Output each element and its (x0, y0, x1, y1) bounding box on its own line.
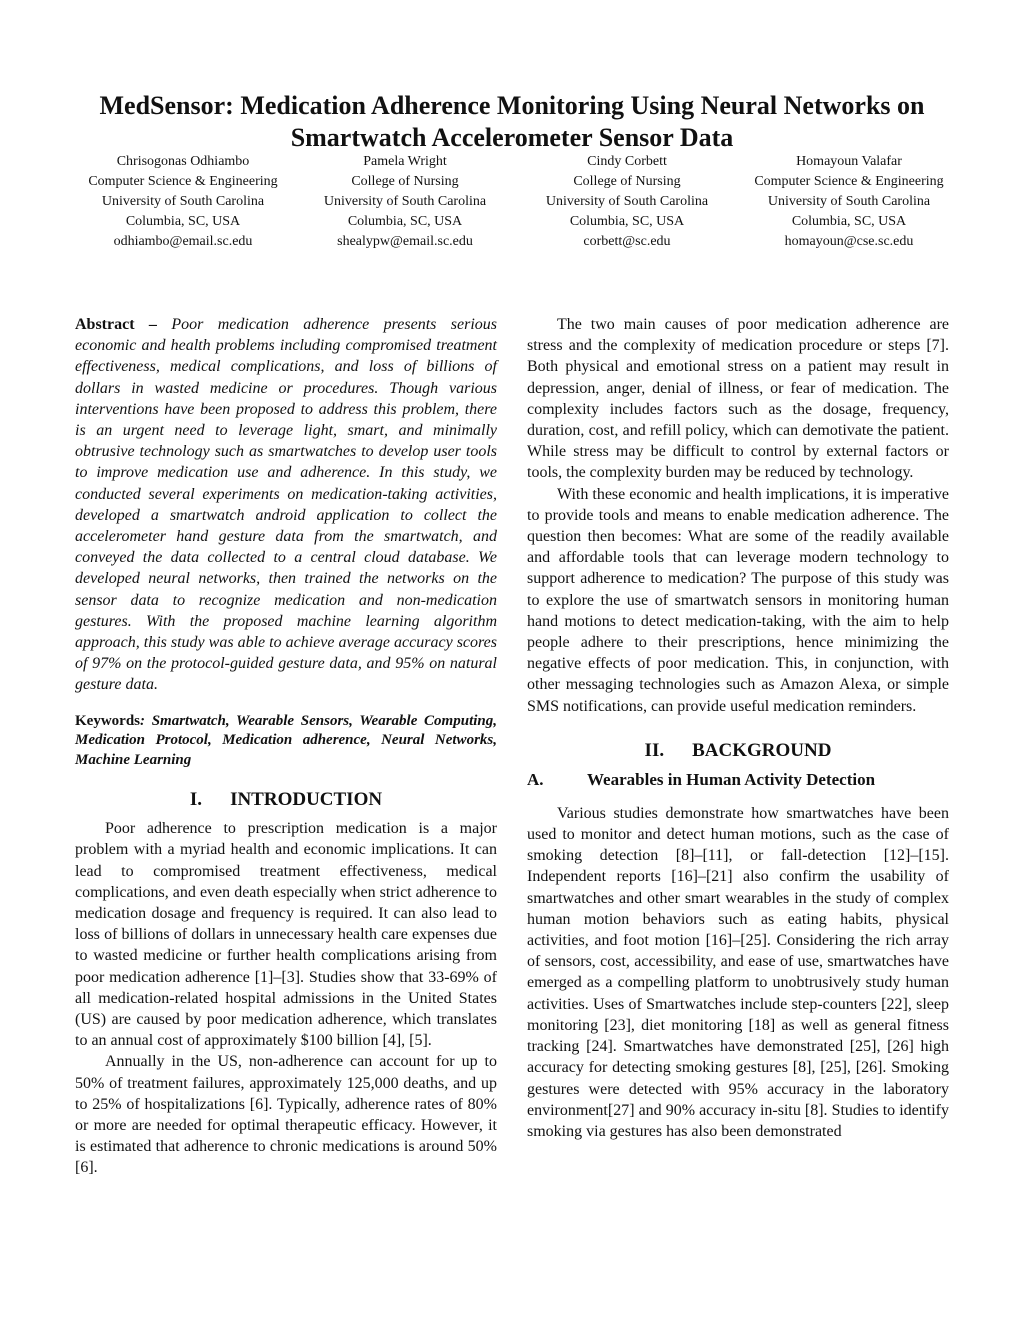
background-paragraph-1: Various studies demonstrate how smartwatches have been used to monitor and detect human motions, such as the case of smoking detection [8]–[11], or fall-detection [12]–[15]. Independent reports [16]–[21] also confirm the usability of smartwatches and other smart wearables in the study of complex human motion behaviors such as eating habits, physical activities, and foot motion [16]–[25]. Considering the rich array of sensors, cost, accessibility, and ease of use, smartwatches have emerged as a compelling platform to unobtrusively study human activities. Uses of Smartwatches include step-counters [22], sleep monitoring [23], diet monitoring [18] as well as general fitness tracking [24]. Smartwatches have demonstrated [25], [26] high accuracy for detecting smoking gestures [8], [25], [26]. Smoking gestures were detected with 95% accuracy in the laboratory environment[27] and 90% accuracy in-situ [8]. Studies to identify smoking via gestures has also been demonstrated (527, 804, 949, 1140)
keywords-text: : Smartwatch, Wearable Sensors, Wearable Computing, Medication Protocol, Medication adherence, Neural Networks, Machine Learning (75, 712, 497, 768)
author-email: homayoun@cse.sc.edu (784, 234, 914, 249)
author-email: corbett@sc.edu (583, 234, 671, 249)
abstract (75, 314, 497, 696)
author-dept: Computer Science & Engineering (754, 174, 944, 189)
author-dept: Computer Science & Engineering (88, 174, 278, 189)
intro-paragraph-1: Poor adherence to prescription medication is a major problem with a myriad health and economic implications. It can lead to compromised treatment effectiveness, medical complications, and even death especially when strict adherence to medication dosage and frequency is required. It can also lead to loss of billions of dollars in unnecessary health care expenses due to wasted medicine or further health complications arising from poor medication adherence [1]–[3]. Studies show that 33-69% of all medication-related hospital admissions in the United States (US) are caused by poor medication adherence, which translates to an annual cost of approximately $100 billion [4], [5]. (75, 820, 497, 1050)
author-dept: College of Nursing (573, 174, 681, 189)
section-heading-introduction (75, 788, 497, 812)
abstract-label: Abstract – (75, 316, 172, 333)
author-city: Columbia, SC, USA (125, 214, 241, 229)
author-city: Columbia, SC, USA (791, 214, 907, 229)
author-name: Chrisogonas Odhiambo (116, 154, 250, 169)
author-dept: College of Nursing (351, 174, 459, 189)
section-heading-background (527, 739, 949, 763)
author-block (72, 152, 960, 252)
section-title: BACKGROUND (692, 739, 832, 761)
right-column (527, 314, 949, 1142)
subsection-heading (527, 769, 949, 791)
author-univ: University of South Carolina (323, 194, 487, 209)
paper-title: MedSensor: Medication Adherence Monitoring Using Neural Networks on Smartwatch Accelerometer Sensor Data (99, 91, 925, 152)
author-3 (516, 152, 738, 252)
intro-paragraph-3: The two main causes of poor medication adherence are stress and the complexity of medication procedure or steps [7]. Both physical and emotional stress on a patient may result in depression, anger, denial of illness, or fear of medication. The complexity includes factors such as the dosage, frequency, duration, cost, and refill policy, which can demotivate the patient. While stress may be difficult to control by external factors or tools, the complexity burden may be reduced by technology. (527, 316, 949, 482)
left-column (75, 314, 497, 1179)
author-4 (738, 152, 960, 252)
subsection-number: A. (527, 769, 544, 789)
author-email: odhiambo@email.sc.edu (113, 234, 253, 249)
author-city: Columbia, SC, USA (569, 214, 685, 229)
author-city: Columbia, SC, USA (347, 214, 463, 229)
section-title: INTRODUCTION (230, 789, 383, 811)
abstract-text: Poor medication adherence presents serious economic and health problems including compromised treatment effectiveness, medical complications, and loss of billions of dollars in wasted medicine or procedures. Though various interventions have been proposed to address this problem, there is an urgent need to leverage light, smart, and minimally obtrusive technology such as smartwatches to develop user tools to improve medication use and adherence. In this study, we conducted several experiments on medication-taking activities, developed a smartwatch android application to collect the accelerometer hand gesture data from the smartwatch, and conveyed the data collected to a central cloud database. We developed neural networks, then trained the networks on the sensor data to recognize medication and non-medication gestures. With the proposed machine learning algorithm approach, this study was able to achieve average accuracy scores of 97% on the protocol-guided gesture data, and 95% on natural gesture data. (75, 316, 497, 694)
author-1 (72, 152, 294, 252)
author-2 (294, 152, 516, 252)
subsection-title: Wearables in Human Activity Detection (587, 769, 876, 789)
author-univ: University of South Carolina (545, 194, 709, 209)
intro-paragraph-4: With these economic and health implications, it is imperative to provide tools and means to enable medication adherence. The question then becomes: What are some of the readily available and affordable tools that can leverage modern technology to support adherence to medication? The purpose of this study was to explore the use of smartwatch sensors in monitoring human hand motions to detect medication-taking, with the aim to help people adhere to their prescriptions, hence minimizing the negative effects of poor medication. This, in conjunction, with other messaging technologies such as Amazon Alexa, or simple SMS notifications, can provide useful medication reminders. (527, 485, 949, 715)
intro-paragraph-2: Annually in the US, non-adherence can account for up to 50% of treatment failures, approximately 125,000 deaths, and up to 25% of hospitalizations [6]. Typically, adherence rates of 80% or more are needed for optimal therapeutic efficacy. However, it is estimated that adherence to chronic medications is around 50% [6]. (75, 1053, 497, 1177)
section-number: II. (644, 739, 665, 761)
keywords-label: Keywords (75, 712, 140, 729)
author-name: Cindy Corbett (587, 154, 667, 169)
author-email: shealypw@email.sc.edu (337, 234, 473, 249)
author-name: Pamela Wright (363, 154, 447, 169)
author-name: Homayoun Valafar (796, 154, 902, 169)
keywords (75, 712, 497, 771)
author-univ: University of South Carolina (767, 194, 931, 209)
section-number: I. (189, 789, 203, 811)
author-univ: University of South Carolina (101, 194, 265, 209)
